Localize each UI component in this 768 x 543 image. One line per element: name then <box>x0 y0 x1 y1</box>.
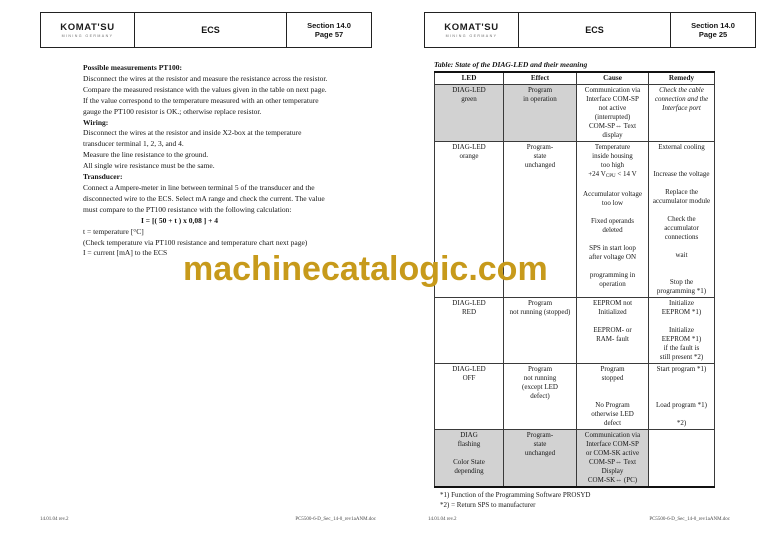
table-cell: Initialize EEPROM *1) Initialize EEPROM *1) if the fault is still present *2) <box>649 298 715 364</box>
text-line: I = current [mA] to the ECS <box>83 248 168 258</box>
text-line: I = [( 50 + t ) x 0,08 ] + 4 <box>141 215 218 225</box>
table-row <box>435 364 715 430</box>
table-row <box>435 298 715 364</box>
table-header-cell: Cause <box>577 72 649 85</box>
text-line: gauge the PT100 resistor is OK.; otherwise replace resistor. <box>83 106 262 116</box>
table-cell: DIAG-LED green <box>435 85 504 142</box>
table-cell <box>649 430 715 488</box>
page-header-right <box>424 12 756 48</box>
komatsu-logo-subtext: MINING GERMANY <box>61 34 114 38</box>
footer-filename: PC5500-6-D_Sec_14-0_rev1aANM.doc <box>295 517 376 522</box>
table-footnotes <box>440 491 716 510</box>
komatsu-logo <box>425 13 518 47</box>
table-header-row <box>435 72 715 85</box>
page-footer-right <box>428 517 730 522</box>
table-cell: Program not running (except LED defect) <box>504 364 577 430</box>
text-line: If the value correspond to the temperature measured with an other temperature <box>83 95 319 105</box>
table-header-cell: LED <box>435 72 504 85</box>
text-line: Disconnect the wires at the resistor and inside X2-box at the temperature <box>83 128 302 138</box>
document-title: ECS <box>518 13 670 47</box>
table-cell: Program not running (stopped) <box>504 298 577 364</box>
table-title: Table: State of the DIAG-LED and their meaning <box>434 60 588 69</box>
text-line: (Check temperature via PT100 resistance and temperature chart next page) <box>83 237 308 247</box>
text-line: All single wire resistance must be the same. <box>83 161 215 171</box>
text-line: t = temperature [°C] <box>83 226 144 236</box>
komatsu-logo-text: KOMAT'SU <box>444 22 499 33</box>
komatsu-logo <box>41 13 134 47</box>
table-row <box>435 430 715 488</box>
section-number: Section 14.0 <box>691 20 735 30</box>
footnote-line: *1) Function of the Programming Software PROSYD <box>440 491 591 499</box>
table-cell: DIAG-LED orange <box>435 142 504 298</box>
table-header-cell: Effect <box>504 72 577 85</box>
table-cell: Program in operation <box>504 85 577 142</box>
table-cell: Program- state unchanged <box>504 430 577 488</box>
table-cell: DIAG-LED RED <box>435 298 504 364</box>
section-info <box>670 13 755 47</box>
footnote-line: *2) = Return SPS to manufacturer <box>440 500 536 509</box>
footer-revision: 14.01.04 rev.2 <box>40 517 69 522</box>
body-text <box>83 63 375 259</box>
section-info <box>286 13 371 47</box>
table-header-cell: Remedy <box>649 72 715 85</box>
document-title: ECS <box>134 13 286 47</box>
text-line: Measure the line resistance to the ground. <box>83 150 209 160</box>
table-row <box>435 85 715 142</box>
komatsu-logo-subtext: MINING GERMANY <box>445 34 498 38</box>
text-line: Possible measurements PT100: <box>83 63 183 72</box>
table-cell: External cooling Increase the voltage Replace the accumulator module Check the accumulator connections wait Stop the programming *1) <box>649 142 715 298</box>
section-number: Section 14.0 <box>307 20 351 30</box>
watermark: machinecatalogic.com <box>183 250 548 288</box>
text-line: Compare the measured resistance with the values given in the table on next page. <box>83 84 327 94</box>
text-line: Transducer: <box>83 172 123 182</box>
page-header-left <box>40 12 372 48</box>
table-cell: Program stopped No Program otherwise LED defect <box>577 364 649 430</box>
table-cell: Communication via Interface COM-SP or COM-SK active COM-SP⇔ Text Display COM-SK⇔ (PC) <box>577 430 649 488</box>
page-number: Page 57 <box>314 30 344 39</box>
page-number: Page 25 <box>698 30 728 39</box>
footer-filename: PC5500-6-D_Sec_14-0_rev1aANM.doc <box>649 517 730 522</box>
text-line: transducer terminal 1, 2, 3, and 4. <box>83 139 184 149</box>
text-line: Disconnect the wires at the resistor and measure the resistance across the resistor. <box>83 73 328 83</box>
page-footer-left <box>40 517 376 522</box>
text-line: Wiring: <box>83 117 109 127</box>
text-line: Connect a Ampere-meter in line between terminal 5 of the transducer and the <box>83 182 315 192</box>
komatsu-logo-text: KOMAT'SU <box>60 22 115 33</box>
table-cell: EEPROM not Initialized EEPROM- or RAM- fault <box>577 298 649 364</box>
table-cell: Program- state unchanged <box>504 142 577 298</box>
table-cell: Temperature inside housing too high +24 $V_{CPU} < 14$ V Accumulator voltage too low Fixed operands deleted SPS in start loop after voltage ON programming in operation <box>577 142 649 298</box>
table-cell: Communication via Interface COM-SP not active (interrupted) COM-SP⇔ Text display <box>577 85 649 142</box>
text-line: disconnected wire to the ECS. Select mA range and check the current. The value <box>83 193 325 203</box>
table-cell: Start program *1) Load program *1) *2) <box>649 364 715 430</box>
table-cell: DIAG flashing Color State depending <box>435 430 504 488</box>
table-cell: DIAG-LED OFF <box>435 364 504 430</box>
text-line: must compare to the PT100 resistance with the following calculation: <box>83 204 292 214</box>
table-cell: Check the cable connection and the Interface port <box>649 85 715 142</box>
footer-revision: 14.01.04 rev.2 <box>428 517 457 522</box>
